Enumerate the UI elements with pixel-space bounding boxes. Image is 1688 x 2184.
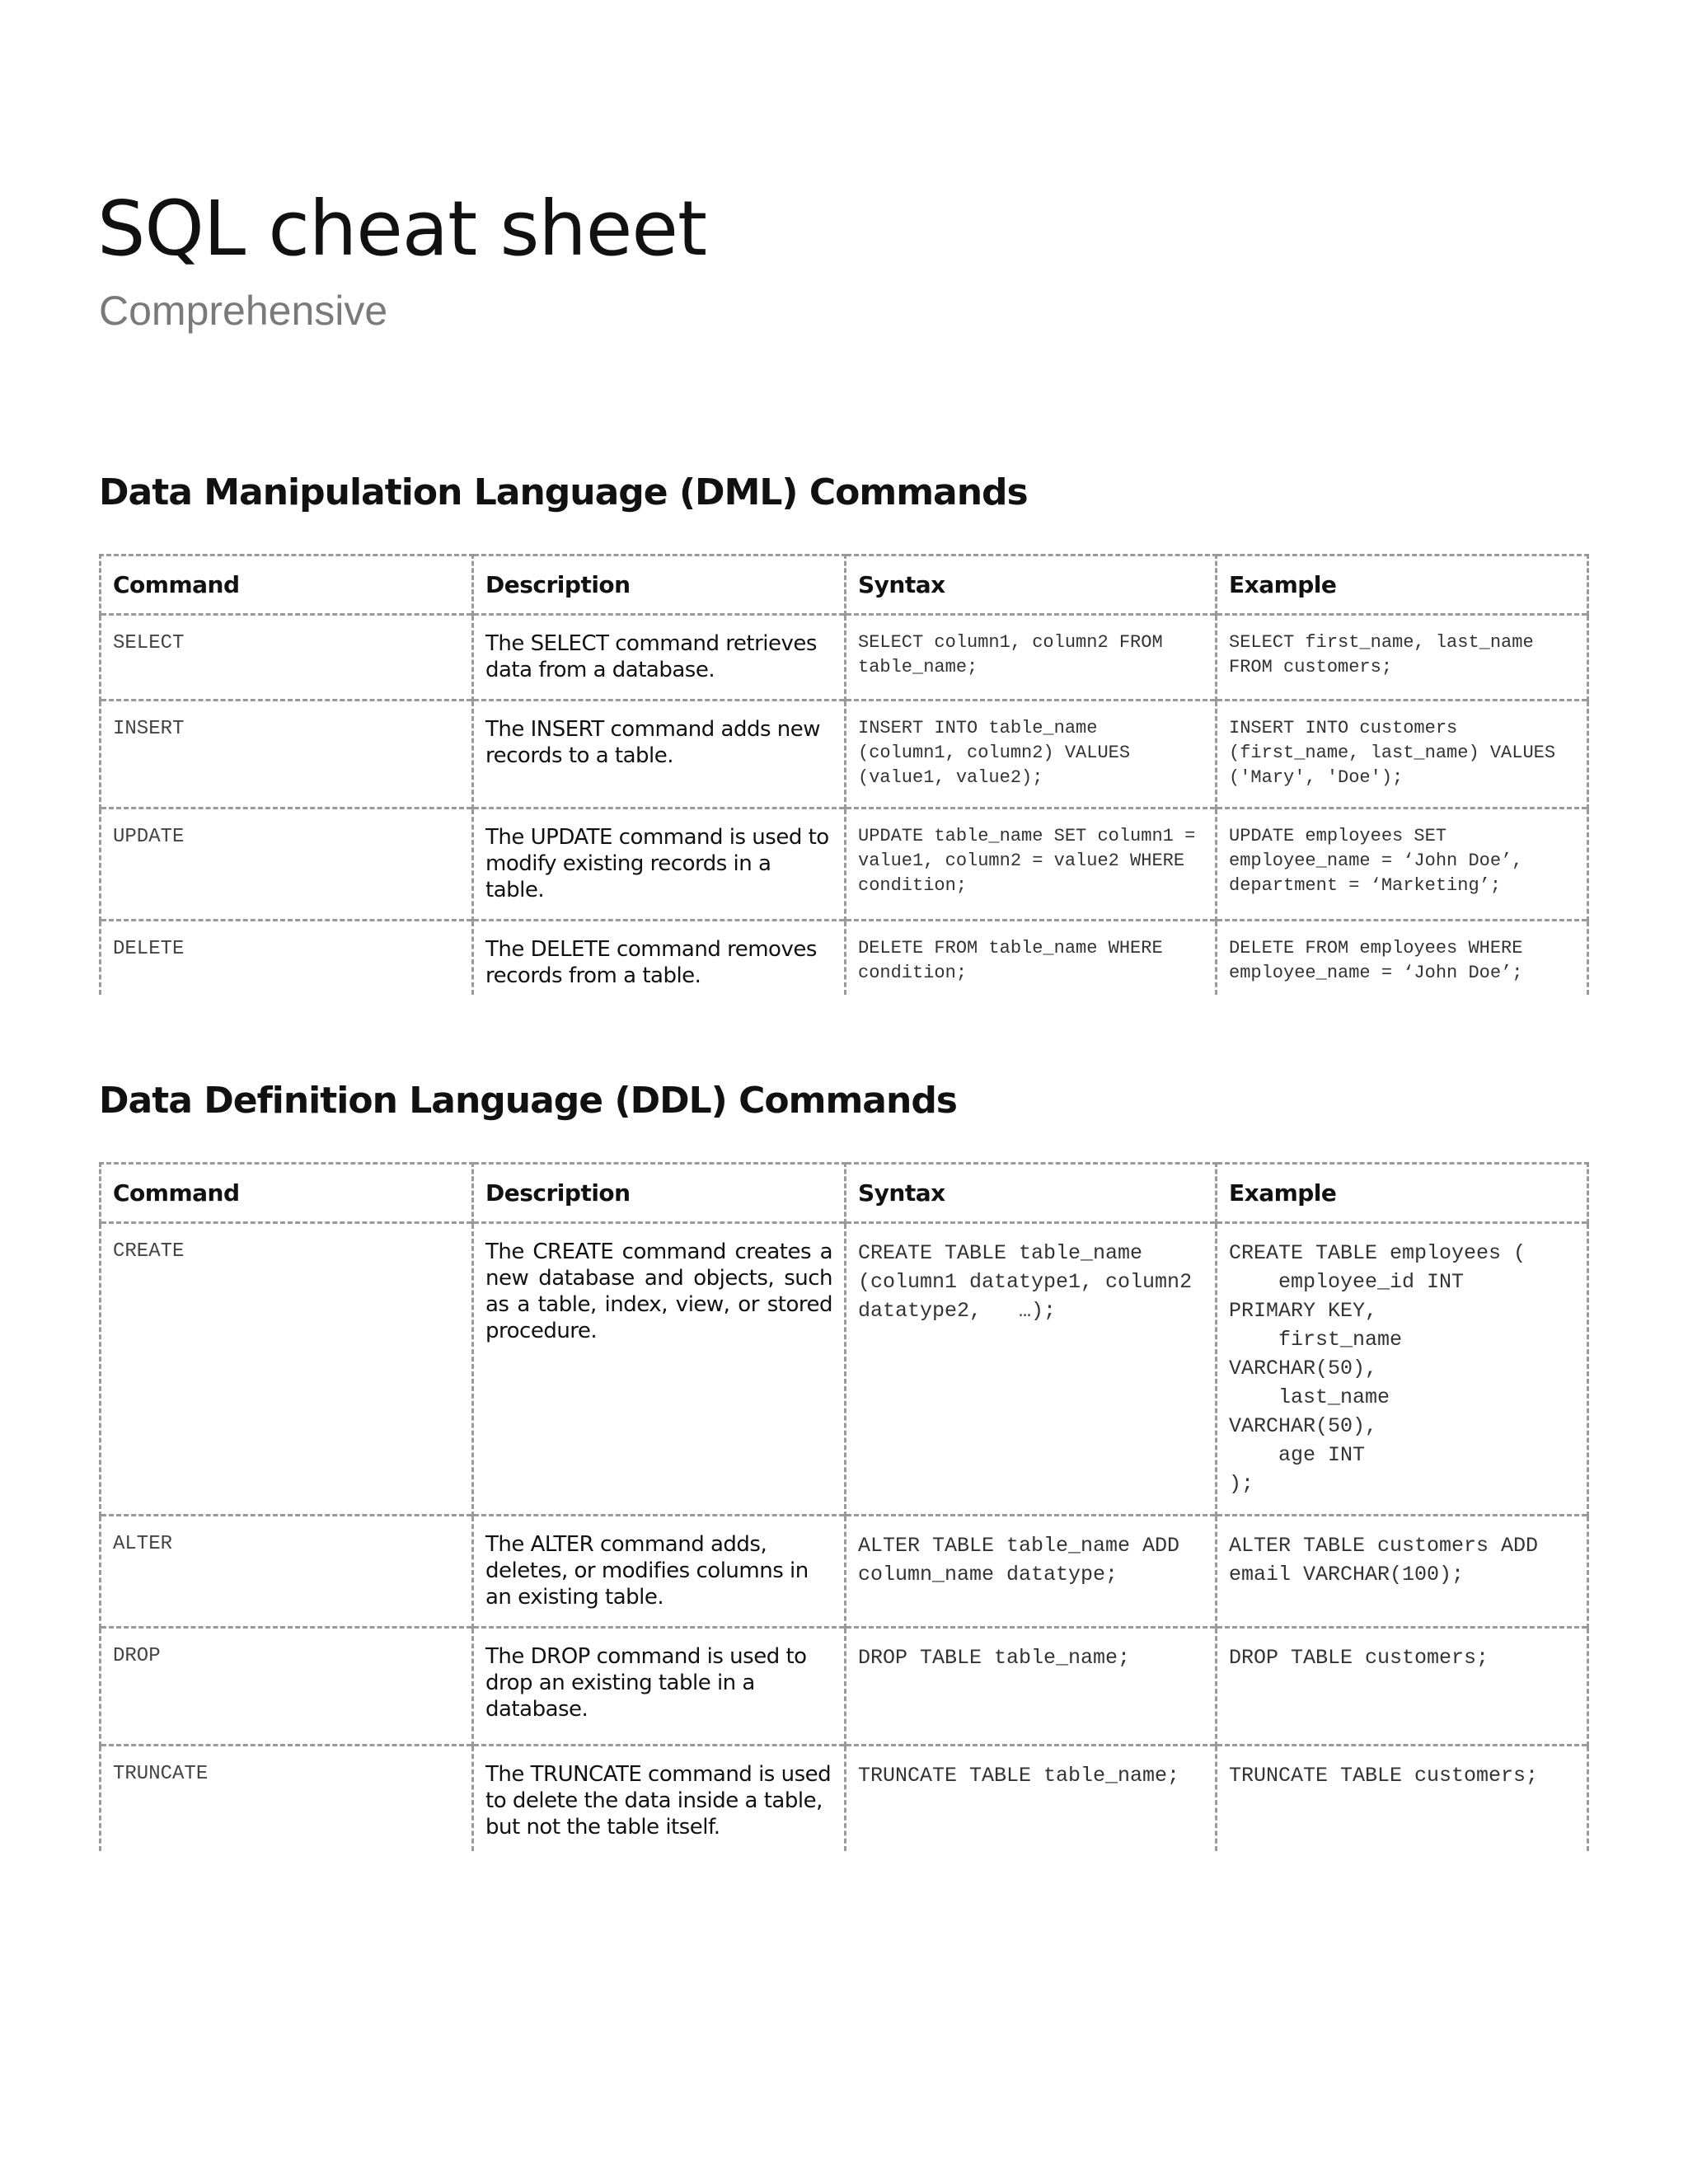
table-header-row [101, 1164, 1588, 1223]
column-header-description: Description [473, 1164, 846, 1223]
description-cell: The DELETE command removes records from a table. [473, 921, 846, 995]
command-cell: SELECT [101, 615, 473, 701]
command-cell: UPDATE [101, 808, 473, 921]
table-row [101, 921, 1588, 995]
command-cell: DELETE [101, 921, 473, 995]
table-row [101, 1746, 1588, 1851]
description-cell: The CREATE command creates a new database and objects, such as a table, index, view, or stored procedure. [473, 1223, 846, 1516]
dml-section-heading: Data Manipulation Language (DML) Commands [99, 471, 1028, 513]
syntax-cell: CREATE TABLE table_name (column1 datatype1, column2 datatype2, …); [846, 1223, 1217, 1516]
description-cell: The TRUNCATE command is used to delete the data inside a table, but not the table itself. [473, 1746, 846, 1851]
syntax-cell: ALTER TABLE table_name ADD column_name datatype; [846, 1516, 1217, 1628]
command-cell: ALTER [101, 1516, 473, 1628]
example-cell: TRUNCATE TABLE customers; [1217, 1746, 1588, 1851]
example-cell: ALTER TABLE customers ADD email VARCHAR(100); [1217, 1516, 1588, 1628]
column-header-command: Command [101, 555, 473, 615]
table-header-row [101, 555, 1588, 615]
syntax-cell: TRUNCATE TABLE table_name; [846, 1746, 1217, 1851]
description-cell: The SELECT command retrieves data from a database. [473, 615, 846, 701]
description-cell: The INSERT command adds new records to a table. [473, 701, 846, 808]
column-header-example: Example [1217, 1164, 1588, 1223]
column-header-command: Command [101, 1164, 473, 1223]
example-cell: SELECT first_name, last_name FROM customers; [1217, 615, 1588, 701]
table-row [101, 615, 1588, 701]
table-row [101, 1628, 1588, 1746]
column-header-syntax: Syntax [846, 555, 1217, 615]
syntax-cell: UPDATE table_name SET column1 = value1, column2 = value2 WHERE condition; [846, 808, 1217, 921]
ddl-commands-table [99, 1162, 1589, 1851]
description-cell: The ALTER command adds, deletes, or modifies columns in an existing table. [473, 1516, 846, 1628]
page-title: SQL cheat sheet [97, 185, 707, 273]
column-header-description: Description [473, 555, 846, 615]
description-cell: The UPDATE command is used to modify existing records in a table. [473, 808, 846, 921]
syntax-cell: DROP TABLE table_name; [846, 1628, 1217, 1746]
example-cell: INSERT INTO customers (first_name, last_name) VALUES ('Mary', 'Doe'); [1217, 701, 1588, 808]
table-row [101, 701, 1588, 808]
page-subtitle: Comprehensive [99, 288, 388, 334]
example-cell: DELETE FROM employees WHERE employee_name = ‘John Doe’; [1217, 921, 1588, 995]
column-header-example: Example [1217, 555, 1588, 615]
syntax-cell: SELECT column1, column2 FROM table_name; [846, 615, 1217, 701]
table-row [101, 1516, 1588, 1628]
command-cell: INSERT [101, 701, 473, 808]
column-header-syntax: Syntax [846, 1164, 1217, 1223]
example-cell: CREATE TABLE employees ( employee_id INT PRIMARY KEY, first_name VARCHAR(50), last_name VARCHAR(50), age INT ); [1217, 1223, 1588, 1516]
table-row [101, 1223, 1588, 1516]
syntax-cell: DELETE FROM table_name WHERE condition; [846, 921, 1217, 995]
command-cell: TRUNCATE [101, 1746, 473, 1851]
command-cell: DROP [101, 1628, 473, 1746]
example-cell: DROP TABLE customers; [1217, 1628, 1588, 1746]
command-cell: CREATE [101, 1223, 473, 1516]
syntax-cell: INSERT INTO table_name (column1, column2) VALUES (value1, value2); [846, 701, 1217, 808]
dml-commands-table [99, 554, 1589, 995]
description-cell: The DROP command is used to drop an existing table in a database. [473, 1628, 846, 1746]
example-cell: UPDATE employees SET employee_name = ‘John Doe’, department = ‘Marketing’; [1217, 808, 1588, 921]
table-row [101, 808, 1588, 921]
ddl-section-heading: Data Definition Language (DDL) Commands [99, 1080, 957, 1122]
